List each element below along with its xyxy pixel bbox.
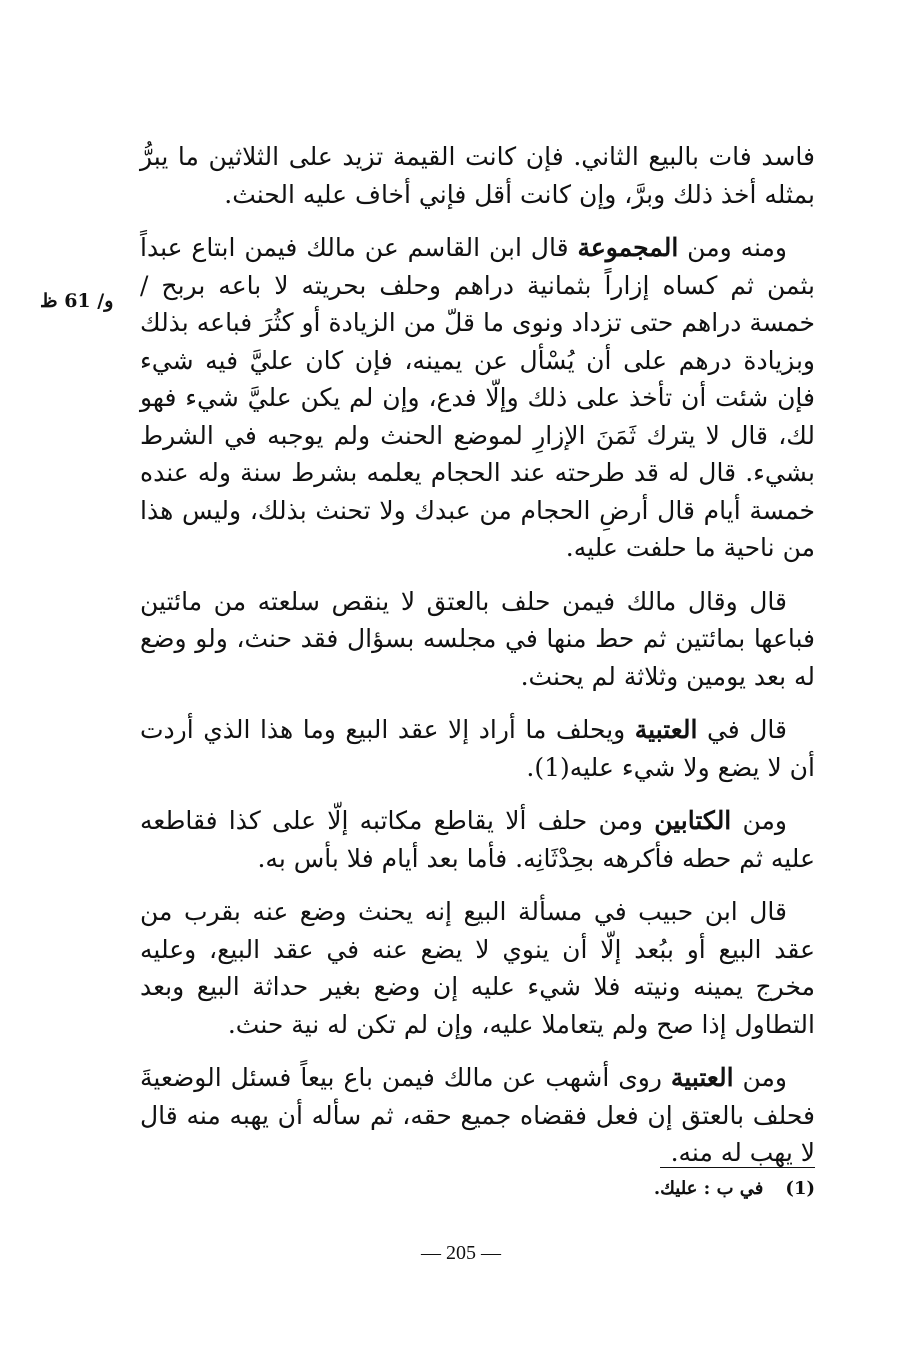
paragraph <box>140 802 815 877</box>
paragraph <box>140 1059 815 1172</box>
paragraph-lead: ومن <box>731 806 787 835</box>
paragraph-text: قال وقال مالك فيمن حلف بالعتق لا ينقص سلعته من مائتين فباعها بمائتين ثم حط منها في مجلسه بسؤال فقد حنث، ولو وضع له بعد يومين وثلاثة لم يحنث. <box>140 586 815 691</box>
paragraph-text: قال ابن حبيب في مسألة البيع إنه يحنث وضع عنه بقرب من عقد البيع أو ببُعد إلّا أن ينوي لا يضع عنه في عقد البيع، وعليه مخرج يمينه ونيته فلا شيء عليه إن وضع بغير حداثة البيع وبعد التطاول إذا صح ولم يتعاملا عليه، وإن لم تكن له نية حنث. <box>140 897 815 1039</box>
footnote-number: (1) <box>785 1178 815 1199</box>
paragraph-lead: قال في <box>697 715 787 744</box>
paragraph-text: ومن حلف ألا يقاطع مكاتبه إلّا على كذا فقاطعه عليه ثم حطه فأكرهه بحِدْثَانِه. فأما بعد أيام فلا بأس به. <box>140 806 815 873</box>
footnote-text: في ب : عليك. <box>653 1178 764 1199</box>
paragraph-lead: ومن <box>733 1063 787 1092</box>
source-title: المجموعة <box>577 233 679 262</box>
main-text <box>140 138 815 1188</box>
paragraph <box>140 138 815 213</box>
page-number: — 205 — <box>421 1242 501 1264</box>
source-title: العتبية <box>634 715 698 744</box>
paragraph-text: روى أشهب عن مالك فيمن باع بيعاً فسئل الوضعيةَ فحلف بالعتق إن فعل فقضاه جميع حقه، ثم سأله أن يهبه منه قال لا يهب له منه. <box>140 1063 815 1167</box>
footnote <box>560 1178 815 1199</box>
paragraph <box>140 711 815 786</box>
paragraph-lead: ومنه ومن <box>678 233 787 262</box>
margin-folio-reference: و/ 61 ظ <box>40 290 114 312</box>
source-title: العتبية <box>670 1063 734 1092</box>
paragraph <box>140 893 815 1043</box>
footnote-divider <box>660 1167 815 1168</box>
paragraph-text: قال ابن القاسم عن مالك فيمن ابتاع عبداً بثمن ثم كساه إزاراً بثمانية دراهم وحلف بحريته لا باعه بربح / خمسة دراهم حتى تزداد ونوى ما قلّ من الزيادة أو كثُرَ فباعه بذلك وبزيادة درهم على أن يُسْأل عن يمينه، فإن كان عليَّ فيه شيء فإن شئت أن تأخذ على ذلك وإلّا فدع، وإن لم يكن عليَّ شيء فهو لك، قال لا يترك ثَمَنَ الإزارِ لموضع الحنث ولم يوجبه في الشرط بشيء. قال له قد طرحته عند الحجام يعلمه بشرط سنة وله عنده خمسة أيام قال أرضِ الحجام من عبدك ولا تحنث بذلك، وليس هذا من ناحية ما حلفت عليه. <box>140 233 815 562</box>
paragraph-text: ويحلف ما أراد إلا عقد البيع وما هذا الذي أردت أن لا يضع ولا شيء عليه(1). <box>140 715 815 782</box>
paragraph-text: فاسد فات بالبيع الثاني. فإن كانت القيمة تزيد على الثلاثين ما يبرُّ بمثله أخذ ذلك وبرَّ، وإن كانت أقل فإني أخاف عليه الحنث. <box>140 142 815 209</box>
source-title: الكتابين <box>654 806 732 835</box>
paragraph <box>140 229 815 567</box>
paragraph <box>140 583 815 696</box>
